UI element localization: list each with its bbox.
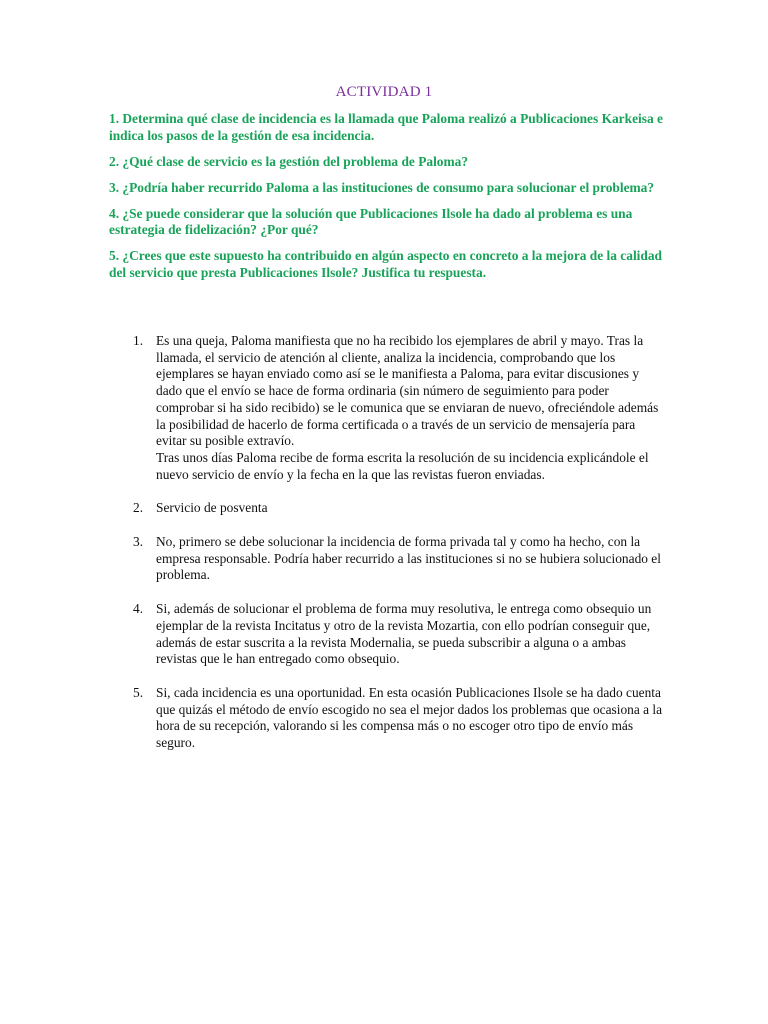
answer-paragraph: Si, además de solucionar el problema de forma muy resolutiva, le entrega como obsequio un ejemplar de la revista Incitatus y otro de la revista Mozartia, con ello podrían conseguir que, además de estar suscrita a la revista Modernalia, se pueda subscribir a alguna o a ambas revistas que le han entregado como obsequio. [156, 601, 652, 667]
answer-number: 4. [133, 601, 144, 617]
answer-item [133, 601, 663, 668]
answer-list [133, 333, 663, 752]
answer-number: 1. [133, 333, 144, 348]
answer-item [133, 685, 663, 752]
answer-number: 3. [133, 534, 144, 550]
document-title: ACTIVIDAD 1 [335, 84, 433, 100]
answer-paragraph: Tras unos días Paloma recibe de forma escrita la resolución de su incidencia explicándole el nuevo servicio de envío y la fecha en la que las revistas fueron enviadas. [156, 449, 649, 482]
answer-paragraph: Servicio de posventa [156, 500, 268, 516]
answer-paragraph: No, primero se debe solucionar la incidencia de forma privada tal y como ha hecho, con la empresa responsable. Podría haber recurrido a las instituciones si no se hubiera solucionado el problema. [156, 534, 661, 583]
answer-item [133, 333, 663, 483]
answer-number: 2. [133, 500, 144, 516]
question-item: 2. ¿Qué clase de servicio es la gestión del problema de Paloma? [109, 153, 469, 169]
answer-item [133, 500, 663, 517]
question-item: 4. ¿Se puede considerar que la solución que Publicaciones Ilsole ha dado al problema es una estrategia de fidelización? ¿Por qué? [109, 205, 633, 237]
question-list [109, 111, 669, 291]
question-item: 5. ¿Crees que este supuesto ha contribuido en algún aspecto en concreto a la mejora de la calidad del servicio que presta Publicaciones Ilsole? Justifica tu respuesta. [109, 248, 662, 280]
question-item: 3. ¿Podría haber recurrido Paloma a las instituciones de consumo para solucionar el problema? [109, 179, 655, 195]
answer-paragraph: Si, cada incidencia es una oportunidad. En esta ocasión Publicaciones Ilsole se ha dado cuenta que quizás el método de envío escogido no sea el mejor dados los problemas que ocasiona a la hora de su recepción, valorando si les compensa más o no escoger otro tipo de envío más seguro. [156, 684, 663, 751]
answer-item [133, 534, 663, 584]
answer-number: 5. [133, 684, 144, 700]
question-item: 1. Determina qué clase de incidencia es la llamada que Paloma realizó a Publicaciones Karkeisa e indica los pasos de la gestión de esa incidencia. [109, 111, 663, 143]
answer-paragraph: Es una queja, Paloma manifiesta que no ha recibido los ejemplares de abril y mayo. Tras la llamada, el servicio de atención al cliente, analiza la incidencia, comprobando que los ejemplares se hayan enviado como así se le manifiesta a Paloma, para evitar discusiones y dado que el envío se hace de forma ordinaria (sin número de seguimiento para poder comprobar si ha sido recibido) se le comunica que se enviaran de nuevo, ofreciéndole además la posibilidad de hacerlo de forma certificada o a través de un servicio de mensajería para evitar su posible extravío. [156, 333, 659, 449]
